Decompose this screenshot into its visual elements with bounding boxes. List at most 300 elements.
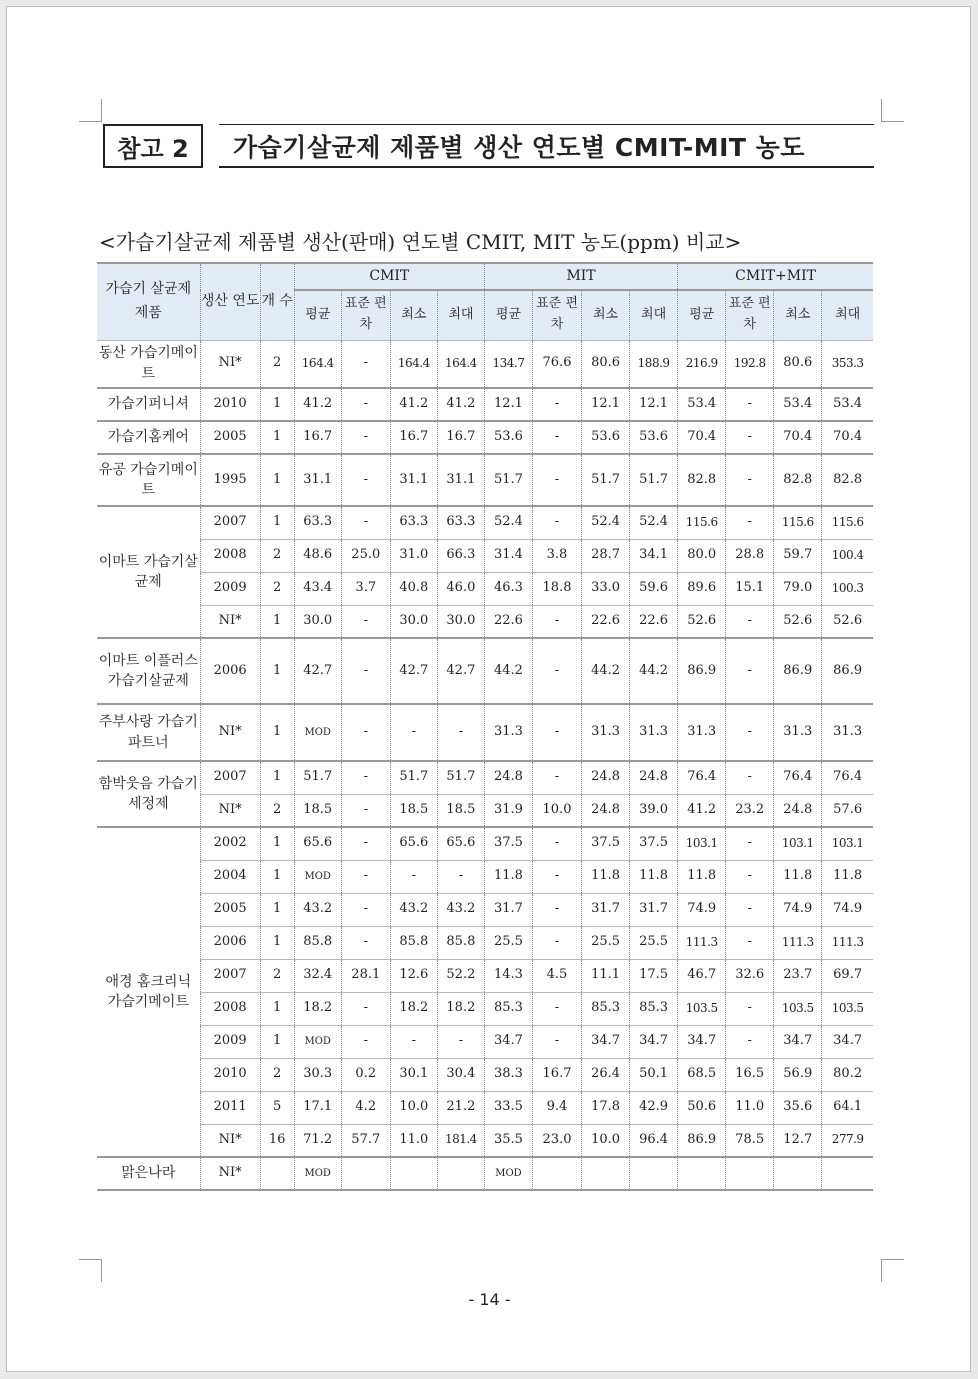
value-cell: 103.5	[822, 992, 873, 1025]
value-cell: 63.3	[294, 506, 341, 539]
value-cell: 353.3	[822, 340, 873, 388]
value-cell: 50.1	[630, 1058, 678, 1091]
value-cell: 52.6	[678, 605, 726, 638]
count-cell: 1	[260, 761, 294, 794]
value-cell	[582, 1157, 630, 1190]
count-cell: 1	[260, 926, 294, 959]
value-cell: 18.5	[294, 794, 341, 827]
value-cell: 111.3	[774, 926, 822, 959]
value-cell: 53.4	[678, 388, 726, 421]
value-cell: MOD	[294, 860, 341, 893]
value-cell: MOD	[294, 1157, 341, 1190]
value-cell: -	[726, 1025, 774, 1058]
value-cell: 23.2	[726, 794, 774, 827]
value-cell: -	[341, 926, 390, 959]
value-cell: 4.2	[341, 1091, 390, 1124]
value-cell: 103.1	[822, 827, 873, 860]
value-cell	[532, 1157, 581, 1190]
page-number: - 14 -	[468, 1290, 511, 1309]
table-row	[97, 992, 873, 1025]
header-group-mit: MIT	[484, 263, 677, 290]
value-cell: 39.0	[630, 794, 678, 827]
count-cell: 1	[260, 421, 294, 454]
value-cell: 76.4	[678, 761, 726, 794]
year-cell: 2004	[200, 860, 260, 893]
value-cell: 86.9	[822, 638, 873, 704]
value-cell: 59.7	[774, 539, 822, 572]
table-row	[97, 340, 873, 388]
header-year: 생산 연도	[200, 263, 260, 340]
value-cell: 111.3	[678, 926, 726, 959]
value-cell: 16.7	[532, 1058, 581, 1091]
value-cell: 164.4	[390, 340, 437, 388]
crop-mark-bottom-right	[881, 1259, 904, 1282]
value-cell: 53.4	[822, 388, 873, 421]
value-cell: 24.8	[774, 794, 822, 827]
value-cell: 17.1	[294, 1091, 341, 1124]
value-cell: -	[726, 605, 774, 638]
count-cell: 2	[260, 959, 294, 992]
value-cell: 53.6	[484, 421, 532, 454]
year-cell: NI*	[200, 605, 260, 638]
value-cell: 11.0	[726, 1091, 774, 1124]
value-cell: 11.0	[390, 1124, 437, 1157]
value-cell: 24.8	[582, 794, 630, 827]
value-cell: 65.6	[437, 827, 484, 860]
count-cell: 1	[260, 454, 294, 506]
value-cell: 35.6	[774, 1091, 822, 1124]
header-stat: 최대	[822, 290, 873, 340]
value-cell: 164.4	[294, 340, 341, 388]
count-cell: 2	[260, 1058, 294, 1091]
value-cell: 65.6	[294, 827, 341, 860]
value-cell: -	[726, 421, 774, 454]
value-cell: 100.4	[822, 539, 873, 572]
value-cell: 111.3	[822, 926, 873, 959]
value-cell: 80.6	[582, 340, 630, 388]
value-cell: 82.8	[774, 454, 822, 506]
product-name-cell: 유공 가습기메이트	[97, 454, 200, 506]
value-cell: 25.0	[341, 539, 390, 572]
value-cell: 31.7	[484, 893, 532, 926]
table-row	[97, 1157, 873, 1190]
value-cell: 63.3	[390, 506, 437, 539]
year-cell: NI*	[200, 1124, 260, 1157]
value-cell: -	[437, 1025, 484, 1058]
value-cell: 51.7	[484, 454, 532, 506]
value-cell: 277.9	[822, 1124, 873, 1157]
value-cell: 35.5	[484, 1124, 532, 1157]
table-header	[97, 263, 873, 340]
value-cell: 48.6	[294, 539, 341, 572]
table-row	[97, 860, 873, 893]
value-cell: -	[726, 506, 774, 539]
value-cell: 21.2	[437, 1091, 484, 1124]
year-cell: 2008	[200, 539, 260, 572]
value-cell: 53.6	[582, 421, 630, 454]
value-cell: 74.9	[774, 893, 822, 926]
value-cell: -	[532, 992, 581, 1025]
value-cell: -	[341, 605, 390, 638]
value-cell: -	[532, 1025, 581, 1058]
value-cell: 25.5	[630, 926, 678, 959]
value-cell: 52.6	[774, 605, 822, 638]
table-row	[97, 1025, 873, 1058]
product-name-cell: 함박웃음 가습기세정제	[97, 761, 200, 827]
value-cell: 53.4	[774, 388, 822, 421]
value-cell: 52.4	[484, 506, 532, 539]
value-cell: -	[532, 761, 581, 794]
value-cell: -	[532, 893, 581, 926]
table-row	[97, 1124, 873, 1157]
value-cell: 11.8	[484, 860, 532, 893]
value-cell: 192.8	[726, 340, 774, 388]
value-cell: 18.5	[390, 794, 437, 827]
value-cell: 32.4	[294, 959, 341, 992]
value-cell: 28.1	[341, 959, 390, 992]
table-row	[97, 605, 873, 638]
value-cell: 41.2	[678, 794, 726, 827]
value-cell: 31.3	[774, 704, 822, 761]
value-cell: 11.8	[678, 860, 726, 893]
page-title: 가습기살균제 제품별 생산 연도별 CMIT-MIT 농도	[219, 124, 874, 168]
value-cell: 80.6	[774, 340, 822, 388]
product-name-cell: 이마트 이플러스 가습기살균제	[97, 638, 200, 704]
value-cell: -	[532, 388, 581, 421]
value-cell: 34.7	[678, 1025, 726, 1058]
count-cell: 1	[260, 893, 294, 926]
value-cell: 63.3	[437, 506, 484, 539]
header-stat: 평균	[294, 290, 341, 340]
value-cell: 51.7	[437, 761, 484, 794]
value-cell: 86.9	[678, 1124, 726, 1157]
value-cell: 24.8	[582, 761, 630, 794]
header-stat: 최대	[437, 290, 484, 340]
value-cell: 216.9	[678, 340, 726, 388]
value-cell: 31.3	[630, 704, 678, 761]
value-cell: -	[341, 761, 390, 794]
header-product: 가습기 살균제 제품	[97, 263, 200, 340]
value-cell: -	[726, 761, 774, 794]
header-count: 개 수	[260, 263, 294, 340]
value-cell: 85.3	[484, 992, 532, 1025]
year-cell: 2005	[200, 893, 260, 926]
concentration-table	[97, 262, 873, 1191]
value-cell: 46.3	[484, 572, 532, 605]
reference-label: 참고 2	[103, 124, 203, 168]
header-group-cmit: CMIT	[294, 263, 484, 290]
value-cell: 31.1	[390, 454, 437, 506]
value-cell: 16.7	[390, 421, 437, 454]
value-cell: 115.6	[678, 506, 726, 539]
value-cell: -	[341, 893, 390, 926]
value-cell: 103.1	[678, 827, 726, 860]
value-cell: 85.8	[390, 926, 437, 959]
value-cell: 40.8	[390, 572, 437, 605]
product-name-cell: 애경 홈크리닉 가습기메이트	[97, 827, 200, 1157]
product-name-cell: 주부사랑 가습기파트너	[97, 704, 200, 761]
value-cell: 30.3	[294, 1058, 341, 1091]
value-cell: 41.2	[437, 388, 484, 421]
value-cell: -	[341, 992, 390, 1025]
value-cell: 25.5	[582, 926, 630, 959]
year-cell: NI*	[200, 794, 260, 827]
value-cell	[437, 1157, 484, 1190]
value-cell: 85.3	[582, 992, 630, 1025]
value-cell: 18.2	[437, 992, 484, 1025]
value-cell: -	[390, 860, 437, 893]
value-cell: 16.7	[437, 421, 484, 454]
value-cell: 34.7	[484, 1025, 532, 1058]
value-cell: 10.0	[582, 1124, 630, 1157]
year-cell: 2006	[200, 926, 260, 959]
value-cell: 43.2	[437, 893, 484, 926]
table-row	[97, 539, 873, 572]
year-cell: NI*	[200, 704, 260, 761]
value-cell: 17.8	[582, 1091, 630, 1124]
value-cell: 43.2	[294, 893, 341, 926]
value-cell: -	[532, 605, 581, 638]
product-name-cell: 이마트 가습기살균제	[97, 506, 200, 638]
value-cell: 70.4	[822, 421, 873, 454]
value-cell: 12.1	[630, 388, 678, 421]
count-cell: 1	[260, 992, 294, 1025]
value-cell: 42.7	[390, 638, 437, 704]
value-cell: -	[341, 638, 390, 704]
header-stat: 최소	[774, 290, 822, 340]
value-cell: 11.1	[582, 959, 630, 992]
count-cell: 2	[260, 794, 294, 827]
header-stat: 평균	[484, 290, 532, 340]
crop-mark-top-right	[881, 99, 904, 122]
count-cell: 2	[260, 340, 294, 388]
value-cell: 12.6	[390, 959, 437, 992]
value-cell: 52.6	[822, 605, 873, 638]
table-row	[97, 794, 873, 827]
value-cell: 70.4	[774, 421, 822, 454]
value-cell: 30.1	[390, 1058, 437, 1091]
value-cell: 34.1	[630, 539, 678, 572]
value-cell: -	[532, 421, 581, 454]
value-cell: 3.7	[341, 572, 390, 605]
value-cell: -	[726, 704, 774, 761]
value-cell: 24.8	[630, 761, 678, 794]
value-cell: 188.9	[630, 340, 678, 388]
value-cell: -	[726, 893, 774, 926]
value-cell: -	[726, 992, 774, 1025]
value-cell: 3.8	[532, 539, 581, 572]
value-cell: 15.1	[726, 572, 774, 605]
value-cell: 28.8	[726, 539, 774, 572]
document-page	[6, 6, 971, 1372]
value-cell: -	[532, 860, 581, 893]
value-cell: 86.9	[678, 638, 726, 704]
table-body	[97, 340, 873, 1190]
value-cell: 12.7	[774, 1124, 822, 1157]
value-cell: 31.9	[484, 794, 532, 827]
value-cell: 78.5	[726, 1124, 774, 1157]
count-cell: 16	[260, 1124, 294, 1157]
value-cell: 28.7	[582, 539, 630, 572]
count-cell: 1	[260, 860, 294, 893]
year-cell: 2009	[200, 1025, 260, 1058]
value-cell: 100.3	[822, 572, 873, 605]
value-cell: 85.8	[294, 926, 341, 959]
value-cell: 18.2	[294, 992, 341, 1025]
value-cell: 31.0	[390, 539, 437, 572]
value-cell: -	[726, 926, 774, 959]
table-row	[97, 388, 873, 421]
value-cell: 44.2	[582, 638, 630, 704]
value-cell: 31.3	[582, 704, 630, 761]
table-row	[97, 704, 873, 761]
value-cell: 57.6	[822, 794, 873, 827]
value-cell: 14.3	[484, 959, 532, 992]
value-cell	[390, 1157, 437, 1190]
value-cell: 37.5	[582, 827, 630, 860]
value-cell: 80.0	[678, 539, 726, 572]
table-row	[97, 893, 873, 926]
count-cell: 1	[260, 506, 294, 539]
year-cell: 2010	[200, 388, 260, 421]
value-cell: 76.4	[822, 761, 873, 794]
value-cell: 17.5	[630, 959, 678, 992]
value-cell: 50.6	[678, 1091, 726, 1124]
value-cell: 76.4	[774, 761, 822, 794]
header-stat: 표준 편차	[726, 290, 774, 340]
header-stat: 최소	[390, 290, 437, 340]
value-cell: -	[341, 704, 390, 761]
value-cell: -	[437, 860, 484, 893]
year-cell: NI*	[200, 1157, 260, 1190]
value-cell: 11.8	[774, 860, 822, 893]
value-cell: 44.2	[630, 638, 678, 704]
table-row	[97, 761, 873, 794]
value-cell: -	[726, 454, 774, 506]
value-cell: 64.1	[822, 1091, 873, 1124]
value-cell: MOD	[294, 1025, 341, 1058]
value-cell: 43.4	[294, 572, 341, 605]
value-cell: 18.8	[532, 572, 581, 605]
value-cell: 0.2	[341, 1058, 390, 1091]
value-cell: 103.5	[678, 992, 726, 1025]
value-cell: 42.7	[437, 638, 484, 704]
value-cell: 85.3	[630, 992, 678, 1025]
value-cell	[341, 1157, 390, 1190]
count-cell: 1	[260, 638, 294, 704]
value-cell: 52.4	[630, 506, 678, 539]
product-name-cell: 맑은나라	[97, 1157, 200, 1190]
value-cell	[630, 1157, 678, 1190]
value-cell: -	[532, 926, 581, 959]
value-cell: 34.7	[822, 1025, 873, 1058]
value-cell: 103.5	[774, 992, 822, 1025]
value-cell: -	[726, 388, 774, 421]
value-cell: MOD	[484, 1157, 532, 1190]
table-row	[97, 1091, 873, 1124]
value-cell	[726, 1157, 774, 1190]
value-cell: 80.2	[822, 1058, 873, 1091]
value-cell: 82.8	[678, 454, 726, 506]
value-cell: 22.6	[630, 605, 678, 638]
year-cell: NI*	[200, 340, 260, 388]
value-cell: 30.0	[390, 605, 437, 638]
value-cell: 115.6	[774, 506, 822, 539]
value-cell: 23.7	[774, 959, 822, 992]
value-cell: 4.5	[532, 959, 581, 992]
value-cell: 31.3	[822, 704, 873, 761]
value-cell: 31.7	[630, 893, 678, 926]
value-cell: 52.4	[582, 506, 630, 539]
value-cell: 32.6	[726, 959, 774, 992]
value-cell: 30.0	[437, 605, 484, 638]
count-cell: 1	[260, 704, 294, 761]
value-cell: -	[341, 1025, 390, 1058]
value-cell: 86.9	[774, 638, 822, 704]
value-cell: 43.2	[390, 893, 437, 926]
crop-mark-bottom-left	[79, 1259, 102, 1282]
value-cell: -	[532, 638, 581, 704]
value-cell: 24.8	[484, 761, 532, 794]
value-cell: 103.1	[774, 827, 822, 860]
value-cell: 37.5	[484, 827, 532, 860]
value-cell: 25.5	[484, 926, 532, 959]
value-cell: 16.7	[294, 421, 341, 454]
value-cell: -	[726, 860, 774, 893]
year-cell: 2007	[200, 959, 260, 992]
value-cell: 11.8	[822, 860, 873, 893]
value-cell: 31.1	[294, 454, 341, 506]
table-row	[97, 454, 873, 506]
value-cell: 57.7	[341, 1124, 390, 1157]
table-row	[97, 638, 873, 704]
year-cell: 1995	[200, 454, 260, 506]
year-cell: 2005	[200, 421, 260, 454]
value-cell: -	[532, 454, 581, 506]
value-cell: 41.2	[390, 388, 437, 421]
value-cell: -	[532, 506, 581, 539]
value-cell: 115.6	[822, 506, 873, 539]
count-cell: 1	[260, 388, 294, 421]
value-cell: 66.3	[437, 539, 484, 572]
year-cell: 2006	[200, 638, 260, 704]
value-cell: 134.7	[484, 340, 532, 388]
value-cell: 164.4	[437, 340, 484, 388]
value-cell: 12.1	[484, 388, 532, 421]
value-cell: -	[437, 704, 484, 761]
year-cell: 2011	[200, 1091, 260, 1124]
value-cell: -	[390, 704, 437, 761]
value-cell: 181.4	[437, 1124, 484, 1157]
value-cell: 56.9	[774, 1058, 822, 1091]
value-cell: 85.8	[437, 926, 484, 959]
year-cell: 2008	[200, 992, 260, 1025]
value-cell: 18.5	[437, 794, 484, 827]
value-cell: -	[532, 827, 581, 860]
value-cell: 31.1	[437, 454, 484, 506]
value-cell: 42.9	[630, 1091, 678, 1124]
value-cell: 74.9	[678, 893, 726, 926]
value-cell	[822, 1157, 873, 1190]
value-cell: 74.9	[822, 893, 873, 926]
value-cell: 23.0	[532, 1124, 581, 1157]
value-cell: 11.8	[582, 860, 630, 893]
header-stat: 최대	[630, 290, 678, 340]
count-cell: 1	[260, 827, 294, 860]
value-cell	[774, 1157, 822, 1190]
header-group-cmit-mit: CMIT+MIT	[678, 263, 873, 290]
value-cell: 51.7	[294, 761, 341, 794]
